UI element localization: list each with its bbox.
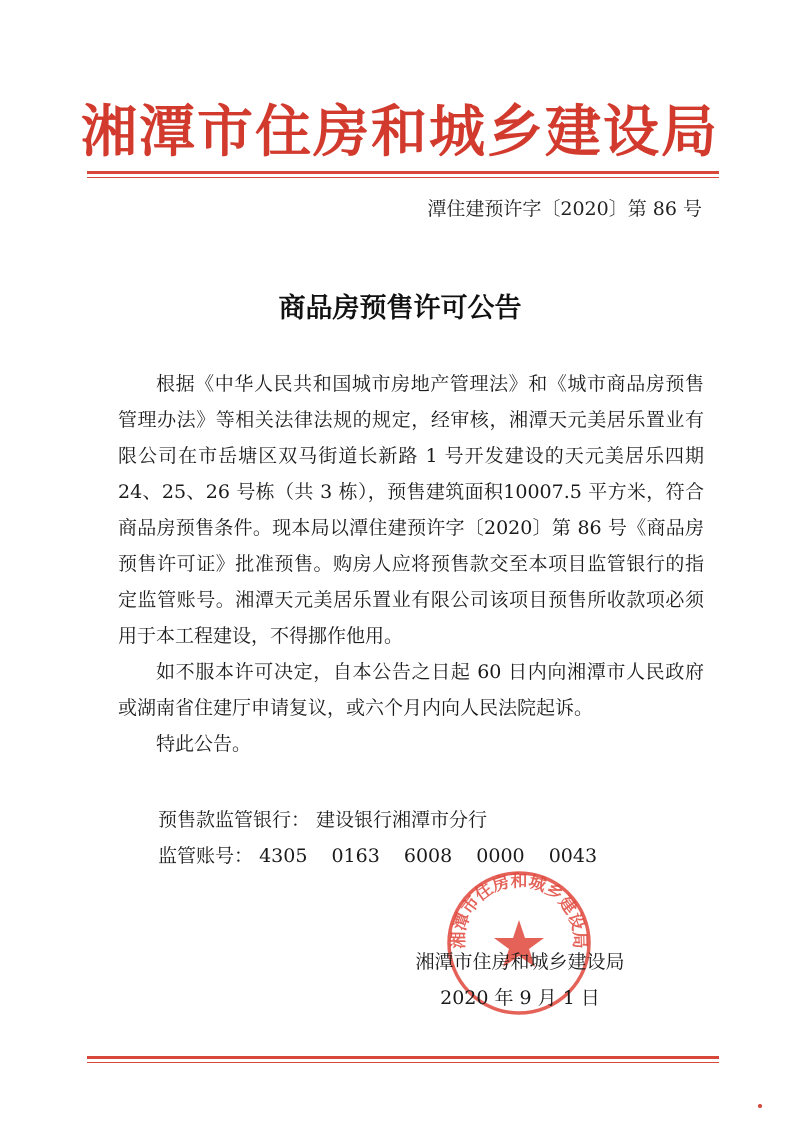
header-org-name: 湘潭市住房和城乡建设局	[81, 100, 719, 165]
bank-info	[158, 802, 615, 874]
issue-date: 2020 年 9 月 1 日	[440, 987, 600, 1009]
bank-label: 预售款监管银行：	[158, 809, 311, 831]
body-paragraph: 根据《中华人民共和国城市房地产管理法》和《城市商品房预售管理办法》等相关法律法规的规定，经审核，湘潭天元美居乐置业有限公司在市岳塘区双马街道长新路 1 号开发建设的天元美居乐四期 24、25、26 号栋（共 3 栋），预售建筑面积10007.5 平方米，符合商品房预售条件。现本局以潭住建预许字〔2020〕第 86 号《商品房预售许可证》批准预售。购房人应将预售款交至本项目监管银行的指定监管账号。湘潭天元美居乐置业有限公司该项目预售所收款项必须用于本工程建设，不得挪作他用。	[118, 373, 704, 647]
svg-text:湘潭市住房和城乡建设局: 湘潭市住房和城乡建设局	[448, 871, 590, 949]
signature-block	[404, 944, 636, 1016]
account-label: 监管账号：	[158, 845, 254, 867]
footer-rule-thick	[87, 1056, 719, 1059]
account-segment: 6008	[403, 845, 453, 867]
body-paragraph: 特此公告。	[156, 733, 252, 755]
account-segment: 4305	[259, 845, 308, 867]
account-segment: 0043	[548, 845, 598, 867]
footer-rule-thin	[87, 1062, 719, 1063]
header-rule-thick	[87, 171, 719, 174]
issuer-name: 湘潭市住房和城乡建设局	[415, 951, 625, 973]
announcement-body	[118, 366, 704, 762]
document-title: 商品房预售许可公告	[278, 293, 522, 324]
account-segment: 0163	[331, 845, 380, 867]
bank-row	[158, 802, 615, 838]
header-rule-thin	[87, 177, 719, 178]
account-segment: 0000	[476, 845, 525, 867]
bank-name: 建设银行湘潭市分行	[316, 809, 488, 831]
document-number: 潭住建预许字〔2020〕第 86 号	[427, 198, 702, 220]
corner-mark	[758, 1104, 762, 1108]
body-paragraph: 如不服本许可决定，自本公告之日起 60 日内向湘潭市人民政府或湖南省住建厅申请复议，或六个月内向人民法院起诉。	[118, 661, 704, 719]
